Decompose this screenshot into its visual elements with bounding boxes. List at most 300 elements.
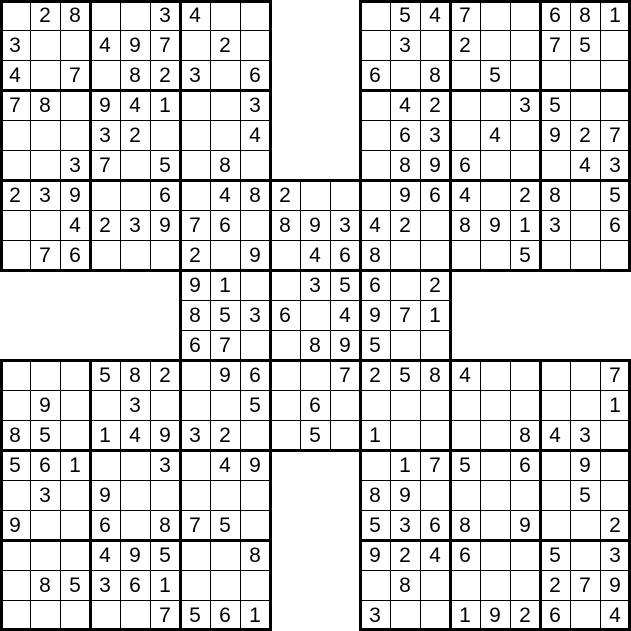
given-digit: 2 (189, 243, 201, 267)
cell-r7c8[interactable] (240, 210, 270, 240)
given-digit: 2 (549, 573, 561, 597)
given-digit: 7 (609, 123, 621, 147)
cell-r5c0[interactable] (0, 150, 30, 180)
given-digit: 6 (249, 363, 261, 387)
cell-r12c19[interactable] (570, 360, 600, 390)
cell-r1c20[interactable] (600, 30, 630, 60)
cell-r1c0 (0, 30, 30, 60)
given-digit: 5 (369, 333, 381, 357)
cell-r6c2 (60, 180, 90, 210)
cell-r5c18[interactable] (540, 150, 570, 180)
given-digit: 4 (219, 453, 231, 477)
cell-r12c18[interactable] (540, 360, 570, 390)
cell-r1c6[interactable] (180, 30, 210, 60)
cell-r13c19[interactable] (570, 390, 600, 420)
cell-r6c12[interactable] (360, 180, 390, 210)
cell-r16c17[interactable] (510, 480, 540, 510)
cell-r2c20[interactable] (600, 60, 630, 90)
cell-r10c13 (390, 300, 420, 330)
given-digit: 3 (129, 213, 141, 237)
cell-r1c12[interactable] (360, 30, 390, 60)
given-digit: 5 (489, 63, 501, 87)
cell-r6c14 (420, 180, 450, 210)
cell-r14c2[interactable] (60, 420, 90, 450)
given-digit: 9 (399, 483, 411, 507)
cell-r19c0[interactable] (0, 570, 30, 600)
given-digit: 2 (609, 513, 621, 537)
cell-r3c20[interactable] (600, 90, 630, 120)
cell-r16c7[interactable] (210, 480, 240, 510)
cell-r11c9[interactable] (270, 330, 300, 360)
given-digit: 8 (129, 363, 141, 387)
cell-r5c4[interactable] (120, 150, 150, 180)
cell-r0c3[interactable] (90, 0, 120, 30)
cell-r7c1[interactable] (30, 210, 60, 240)
given-digit: 9 (549, 123, 561, 147)
cell-r1c17[interactable] (510, 30, 540, 60)
cell-r16c8[interactable] (240, 480, 270, 510)
given-digit: 8 (519, 423, 531, 447)
cell-r20c0[interactable] (0, 600, 30, 630)
cell-r16c13 (390, 480, 420, 510)
cell-r10c6 (180, 300, 210, 330)
cell-r6c6[interactable] (180, 180, 210, 210)
cell-r1c5 (150, 30, 180, 60)
cell-r14c16[interactable] (480, 420, 510, 450)
cell-r19c5 (150, 570, 180, 600)
cell-r5c2 (60, 150, 90, 180)
cell-r12c2[interactable] (60, 360, 90, 390)
cell-r2c13[interactable] (390, 60, 420, 90)
cell-r8c14[interactable] (420, 240, 450, 270)
given-digit: 2 (279, 183, 291, 207)
cell-r2c3[interactable] (90, 60, 120, 90)
cell-r19c12[interactable] (360, 570, 390, 600)
cell-r9c13[interactable] (390, 270, 420, 300)
given-digit: 3 (399, 513, 411, 537)
cell-r7c0[interactable] (0, 210, 30, 240)
cell-r7c14[interactable] (420, 210, 450, 240)
cell-r0c17[interactable] (510, 0, 540, 30)
cell-r20c1[interactable] (30, 600, 60, 630)
given-digit: 2 (159, 363, 171, 387)
cell-r17c1[interactable] (30, 510, 60, 540)
cell-r6c3[interactable] (90, 180, 120, 210)
cell-r0c12[interactable] (360, 0, 390, 30)
cell-r0c19 (570, 0, 600, 30)
cell-r20c18 (540, 600, 570, 630)
cell-r10c14 (420, 300, 450, 330)
cell-r13c5[interactable] (150, 390, 180, 420)
cell-r12c20 (600, 360, 630, 390)
cell-r8c6 (180, 240, 210, 270)
cell-r16c0[interactable] (0, 480, 30, 510)
cell-r15c18[interactable] (540, 450, 570, 480)
cell-r13c0[interactable] (0, 390, 30, 420)
cell-r18c17[interactable] (510, 540, 540, 570)
cell-r1c2[interactable] (60, 30, 90, 60)
cell-r12c0[interactable] (0, 360, 30, 390)
cell-r16c20[interactable] (600, 480, 630, 510)
given-digit: 6 (459, 543, 471, 567)
cell-r20c3[interactable] (90, 600, 120, 630)
given-digit: 7 (69, 63, 81, 87)
cell-r15c3[interactable] (90, 450, 120, 480)
cell-r6c17 (510, 180, 540, 210)
cell-r0c16[interactable] (480, 0, 510, 30)
cell-r4c17[interactable] (510, 120, 540, 150)
cell-r18c7[interactable] (210, 540, 240, 570)
cell-r2c8 (240, 60, 270, 90)
cell-r5c6[interactable] (180, 150, 210, 180)
cell-r13c6[interactable] (180, 390, 210, 420)
cell-r10c11 (330, 300, 360, 330)
cell-r17c18[interactable] (540, 510, 570, 540)
cell-r15c5 (150, 450, 180, 480)
cell-r20c2[interactable] (60, 600, 90, 630)
given-digit: 6 (459, 153, 471, 177)
cell-r18c12 (360, 540, 390, 570)
cell-r7c20 (600, 210, 630, 240)
cell-r19c14[interactable] (420, 570, 450, 600)
cell-r5c1[interactable] (30, 150, 60, 180)
cell-r17c14 (420, 510, 450, 540)
given-digit: 7 (189, 213, 201, 237)
cell-r8c13[interactable] (390, 240, 420, 270)
given-digit: 7 (429, 453, 441, 477)
cell-r6c16[interactable] (480, 180, 510, 210)
cell-r4c2[interactable] (60, 120, 90, 150)
given-digit: 5 (249, 393, 261, 417)
cell-r2c15[interactable] (450, 60, 480, 90)
cell-r14c20[interactable] (600, 420, 630, 450)
cell-r1c19 (570, 30, 600, 60)
cell-r0c5 (150, 0, 180, 30)
cell-r6c10[interactable] (300, 180, 330, 210)
cell-r5c16[interactable] (480, 150, 510, 180)
cell-r14c13[interactable] (390, 420, 420, 450)
given-digit: 4 (579, 153, 591, 177)
cell-r5c8[interactable] (240, 150, 270, 180)
cell-r19c15[interactable] (450, 570, 480, 600)
cell-r6c11[interactable] (330, 180, 360, 210)
cell-r20c6 (180, 600, 210, 630)
cell-r19c8[interactable] (240, 570, 270, 600)
cell-r13c18[interactable] (540, 390, 570, 420)
given-digit: 4 (609, 603, 621, 627)
given-digit: 5 (309, 423, 321, 447)
cell-r19c16[interactable] (480, 570, 510, 600)
cell-r16c15[interactable] (450, 480, 480, 510)
cell-r5c17[interactable] (510, 150, 540, 180)
cell-r8c0[interactable] (0, 240, 30, 270)
cell-r18c16[interactable] (480, 540, 510, 570)
cell-r15c2 (60, 450, 90, 480)
cell-r2c17[interactable] (510, 60, 540, 90)
cell-r4c3 (90, 120, 120, 150)
cell-r8c11 (330, 240, 360, 270)
cell-r6c8 (240, 180, 270, 210)
cell-r15c4[interactable] (120, 450, 150, 480)
cell-r14c8[interactable] (240, 420, 270, 450)
cell-r20c19[interactable] (570, 600, 600, 630)
cell-r8c16[interactable] (480, 240, 510, 270)
cell-r8c20[interactable] (600, 240, 630, 270)
cell-r9c9[interactable] (270, 270, 300, 300)
cell-r15c1 (30, 450, 60, 480)
given-digit: 1 (249, 603, 261, 627)
cell-r3c6[interactable] (180, 90, 210, 120)
given-digit: 8 (249, 543, 261, 567)
given-digit: 8 (189, 303, 201, 327)
cell-r7c10 (300, 210, 330, 240)
cell-r17c8[interactable] (240, 510, 270, 540)
cell-r17c13 (390, 510, 420, 540)
cell-r20c20 (600, 600, 630, 630)
cell-r15c6[interactable] (180, 450, 210, 480)
cell-r6c4[interactable] (120, 180, 150, 210)
cell-r18c2[interactable] (60, 540, 90, 570)
cell-r12c10[interactable] (300, 360, 330, 390)
cell-r3c16[interactable] (480, 90, 510, 120)
cell-r0c7[interactable] (210, 0, 240, 30)
cell-r1c14[interactable] (420, 30, 450, 60)
given-digit: 2 (429, 273, 441, 297)
cell-r8c7[interactable] (210, 240, 240, 270)
cell-r4c0[interactable] (0, 120, 30, 150)
cell-r18c8 (240, 540, 270, 570)
cell-r11c7 (210, 330, 240, 360)
cell-r14c4 (120, 420, 150, 450)
cell-r19c20 (600, 570, 630, 600)
cell-r1c8[interactable] (240, 30, 270, 60)
cell-r13c8 (240, 390, 270, 420)
cell-r17c0 (0, 510, 30, 540)
cell-r14c11[interactable] (330, 420, 360, 450)
cell-r8c2 (60, 240, 90, 270)
cell-r3c12[interactable] (360, 90, 390, 120)
cell-r8c15[interactable] (450, 240, 480, 270)
cell-r3c14 (420, 90, 450, 120)
cell-r10c8 (240, 300, 270, 330)
cell-r16c4[interactable] (120, 480, 150, 510)
cell-r13c15[interactable] (450, 390, 480, 420)
cell-r8c3[interactable] (90, 240, 120, 270)
given-digit: 9 (339, 333, 351, 357)
cell-r17c16[interactable] (480, 510, 510, 540)
cell-r19c7[interactable] (210, 570, 240, 600)
cell-r13c17[interactable] (510, 390, 540, 420)
cell-r4c12[interactable] (360, 120, 390, 150)
given-digit: 8 (159, 513, 171, 537)
cell-r13c3[interactable] (90, 390, 120, 420)
cell-r14c15[interactable] (450, 420, 480, 450)
cell-r4c7[interactable] (210, 120, 240, 150)
cell-r20c13[interactable] (390, 600, 420, 630)
cell-r3c4 (120, 90, 150, 120)
given-digit: 2 (219, 423, 231, 447)
cell-r13c10 (300, 390, 330, 420)
cell-r18c3 (90, 540, 120, 570)
cell-r8c9[interactable] (270, 240, 300, 270)
given-digit: 6 (369, 273, 381, 297)
cell-r15c16[interactable] (480, 450, 510, 480)
given-digit: 4 (429, 543, 441, 567)
given-digit: 6 (429, 183, 441, 207)
cell-r15c12[interactable] (360, 450, 390, 480)
cell-r13c9[interactable] (270, 390, 300, 420)
cell-r4c5[interactable] (150, 120, 180, 150)
cell-r0c8[interactable] (240, 0, 270, 30)
cell-r13c16[interactable] (480, 390, 510, 420)
cell-r18c6[interactable] (180, 540, 210, 570)
given-digit: 8 (459, 213, 471, 237)
given-digit: 8 (399, 153, 411, 177)
given-digit: 6 (99, 513, 111, 537)
cell-r3c7[interactable] (210, 90, 240, 120)
cell-r19c19 (570, 570, 600, 600)
cell-r5c12[interactable] (360, 150, 390, 180)
cell-r2c18[interactable] (540, 60, 570, 90)
cell-r13c7[interactable] (210, 390, 240, 420)
cell-r20c7 (210, 600, 240, 630)
cell-r3c2[interactable] (60, 90, 90, 120)
cell-r14c14[interactable] (420, 420, 450, 450)
given-digit: 6 (249, 63, 261, 87)
given-digit: 6 (339, 243, 351, 267)
given-digit: 4 (129, 93, 141, 117)
given-digit: 2 (459, 33, 471, 57)
cell-r1c18 (540, 30, 570, 60)
cell-r13c11[interactable] (330, 390, 360, 420)
cell-r8c18[interactable] (540, 240, 570, 270)
cell-r16c14[interactable] (420, 480, 450, 510)
cell-r0c6 (180, 0, 210, 30)
cell-r12c17[interactable] (510, 360, 540, 390)
cell-r6c19[interactable] (570, 180, 600, 210)
cell-r2c19[interactable] (570, 60, 600, 90)
cell-r3c19[interactable] (570, 90, 600, 120)
cell-r2c1[interactable] (30, 60, 60, 90)
cell-r0c0[interactable] (0, 0, 30, 30)
cell-r15c20[interactable] (600, 450, 630, 480)
given-digit: 9 (219, 363, 231, 387)
given-digit: 8 (279, 213, 291, 237)
cell-r3c15[interactable] (450, 90, 480, 120)
cell-r16c18[interactable] (540, 480, 570, 510)
given-digit: 5 (609, 183, 621, 207)
cell-r4c6[interactable] (180, 120, 210, 150)
given-digit: 3 (549, 213, 561, 237)
cell-r14c19 (570, 420, 600, 450)
cell-r4c4 (120, 120, 150, 150)
cell-r12c6[interactable] (180, 360, 210, 390)
cell-r8c1 (30, 240, 60, 270)
cell-r3c0 (0, 90, 30, 120)
cell-r19c6[interactable] (180, 570, 210, 600)
given-digit: 4 (309, 243, 321, 267)
given-digit: 4 (459, 363, 471, 387)
cell-r16c6[interactable] (180, 480, 210, 510)
cell-r7c13 (390, 210, 420, 240)
given-digit: 2 (579, 123, 591, 147)
cell-r6c20 (600, 180, 630, 210)
given-digit: 4 (99, 543, 111, 567)
cell-r8c4[interactable] (120, 240, 150, 270)
cell-r11c13[interactable] (390, 330, 420, 360)
cell-r8c19[interactable] (570, 240, 600, 270)
given-digit: 6 (519, 453, 531, 477)
given-digit: 8 (429, 363, 441, 387)
given-digit: 7 (99, 153, 111, 177)
cell-r3c17 (510, 90, 540, 120)
cell-r0c4[interactable] (120, 0, 150, 30)
cell-r14c9[interactable] (270, 420, 300, 450)
cell-r7c19[interactable] (570, 210, 600, 240)
cell-r13c13[interactable] (390, 390, 420, 420)
cell-r5c3 (90, 150, 120, 180)
given-digit: 6 (369, 63, 381, 87)
cell-r11c14[interactable] (420, 330, 450, 360)
cell-r18c19[interactable] (570, 540, 600, 570)
cell-r14c12 (360, 420, 390, 450)
cell-r12c16[interactable] (480, 360, 510, 390)
cell-r16c2[interactable] (60, 480, 90, 510)
cell-r17c19[interactable] (570, 510, 600, 540)
cell-r17c20 (600, 510, 630, 540)
cell-r17c4[interactable] (120, 510, 150, 540)
cell-r13c14[interactable] (420, 390, 450, 420)
given-digit: 8 (309, 333, 321, 357)
cell-r19c17[interactable] (510, 570, 540, 600)
given-digit: 4 (9, 63, 21, 87)
given-digit: 9 (129, 543, 141, 567)
cell-r9c8[interactable] (240, 270, 270, 300)
cell-r12c9[interactable] (270, 360, 300, 390)
cell-r13c2[interactable] (60, 390, 90, 420)
cell-r18c1[interactable] (30, 540, 60, 570)
cell-r0c2 (60, 0, 90, 30)
cell-r8c5[interactable] (150, 240, 180, 270)
cell-r18c0[interactable] (0, 540, 30, 570)
given-digit: 9 (399, 183, 411, 207)
cell-r17c2[interactable] (60, 510, 90, 540)
given-digit: 1 (369, 423, 381, 447)
cell-r16c5[interactable] (150, 480, 180, 510)
cell-r1c16[interactable] (480, 30, 510, 60)
cell-r13c12[interactable] (360, 390, 390, 420)
cell-r14c10 (300, 420, 330, 450)
cell-r2c2 (60, 60, 90, 90)
cell-r12c1[interactable] (30, 360, 60, 390)
cell-r2c7[interactable] (210, 60, 240, 90)
cell-r20c14[interactable] (420, 600, 450, 630)
cell-r4c1[interactable] (30, 120, 60, 150)
given-digit: 1 (429, 303, 441, 327)
given-digit: 6 (399, 123, 411, 147)
cell-r1c1[interactable] (30, 30, 60, 60)
given-digit: 2 (519, 183, 531, 207)
cell-r10c12 (360, 300, 390, 330)
cell-r10c10[interactable] (300, 300, 330, 330)
cell-r8c12 (360, 240, 390, 270)
given-digit: 5 (99, 363, 111, 387)
cell-r4c15[interactable] (450, 120, 480, 150)
cell-r16c16[interactable] (480, 480, 510, 510)
cell-r18c14 (420, 540, 450, 570)
cell-r20c4[interactable] (120, 600, 150, 630)
cell-r11c8[interactable] (240, 330, 270, 360)
